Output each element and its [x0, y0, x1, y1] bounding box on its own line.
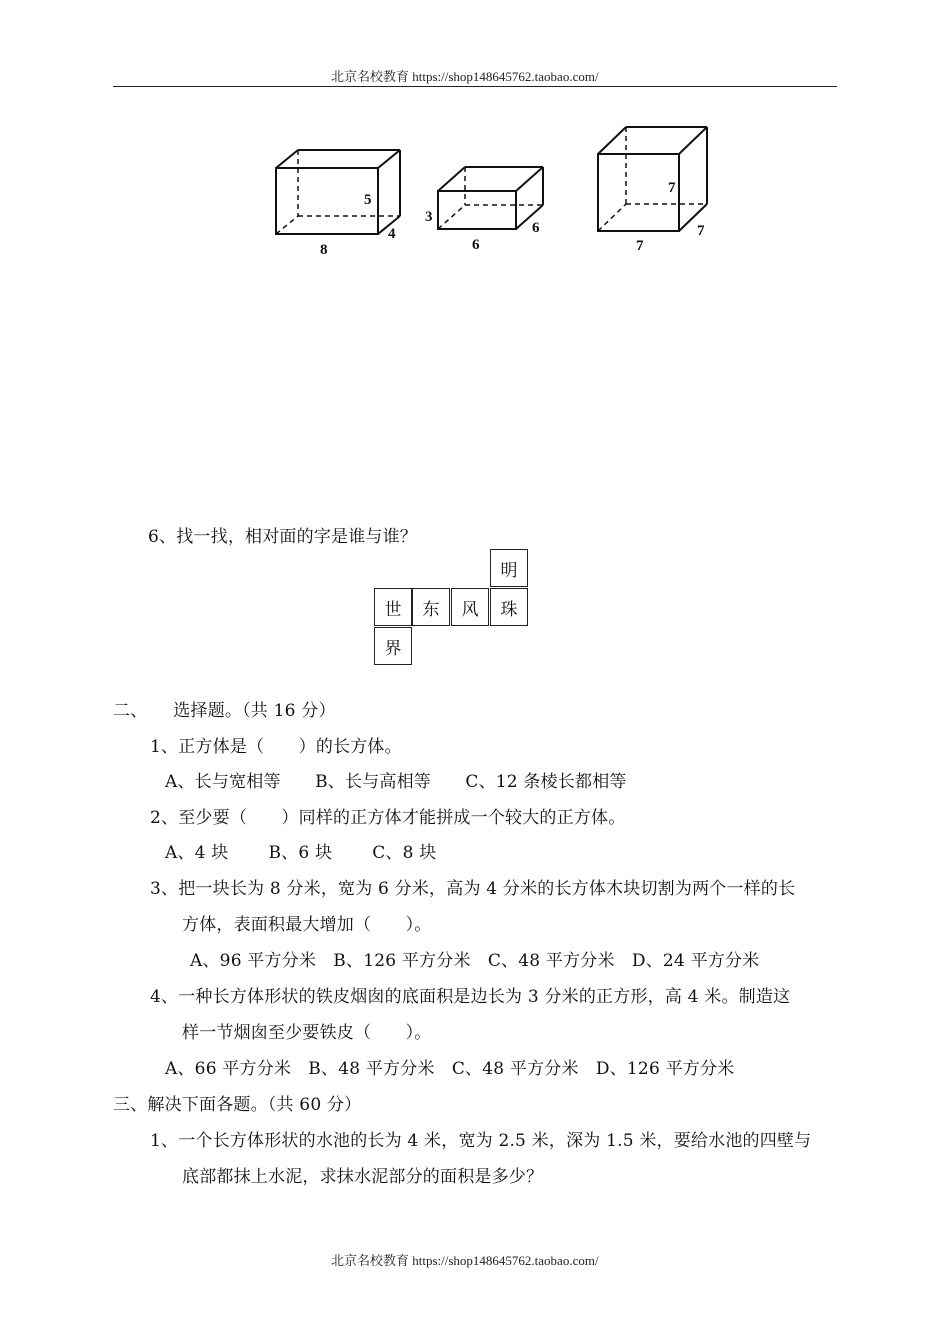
s2-q3-stem-line1: 3、把一块长为 8 分米，宽为 6 分米，高为 4 分米的长方体木块切割为两个一样的长 [150, 879, 796, 899]
box2-length-label: 6 [472, 237, 480, 253]
s2-q1-options: A、长与宽相等 B、长与高相等 C、12 条棱长都相等 [165, 772, 627, 792]
section3-title: 三、解决下面各题。（共 60 分） [113, 1095, 362, 1115]
box1-height-label: 5 [364, 192, 372, 208]
cube-height-label: 7 [668, 180, 676, 196]
s3-q1-line2: 底部都抹上水泥，求抹水泥部分的面积是多少？ [182, 1167, 544, 1187]
s2-q2-stem: 2、至少要（ ）同样的正方体才能拼成一个较大的正方体。 [150, 808, 626, 828]
net-cell-bottom: 界 [374, 627, 412, 665]
box-figures [0, 0, 950, 300]
box1-depth-label: 4 [388, 226, 396, 242]
s2-q3-options: A、96 平方分米 B、126 平方分米 C、48 平方分米 D、24 平方分米 [190, 951, 760, 971]
q6-title: 6、找一找，相对面的字是谁与谁？ [148, 527, 418, 547]
net-cell-4: 珠 [490, 588, 528, 626]
section2-title: 二、 选择题。（共 16 分） [113, 701, 336, 721]
net-cell-1: 世 [374, 588, 412, 626]
s2-q1-stem: 1、正方体是（ ）的长方体。 [150, 737, 402, 757]
box2-depth-label: 6 [532, 220, 540, 236]
cube-net [374, 549, 529, 666]
s2-q3-stem-line2: 方体，表面积最大增加（ ）。 [182, 915, 432, 935]
cube-length-label: 7 [636, 238, 644, 254]
s2-q2-options: A、4 块 B、6 块 C、8 块 [165, 843, 437, 863]
s2-q4-stem-line2: 样一节烟囱至少要铁皮（ ）。 [182, 1023, 432, 1043]
s3-q1-line1: 1、一个长方体形状的水池的长为 4 米，宽为 2.5 米，深为 1.5 米，要给水池的四壁与 [150, 1131, 812, 1151]
net-cell-2: 东 [412, 588, 450, 626]
s2-q4-options: A、66 平方分米 B、48 平方分米 C、48 平方分米 D、126 平方分米 [165, 1059, 735, 1079]
page-header: 北京名校教育 https://shop148645762.taobao.com/ [331, 69, 599, 84]
box2-height-label: 3 [425, 209, 433, 225]
s2-q4-stem-line1: 4、一种长方体形状的铁皮烟囱的底面积是边长为 3 分米的正方形，高 4 米。制造这 [150, 987, 791, 1007]
page-footer: 北京名校教育 https://shop148645762.taobao.com/ [331, 1253, 599, 1268]
net-cell-top: 明 [490, 549, 528, 587]
net-cell-3: 风 [451, 588, 489, 626]
cube-depth-label: 7 [697, 223, 705, 239]
box1-length-label: 8 [320, 242, 328, 258]
